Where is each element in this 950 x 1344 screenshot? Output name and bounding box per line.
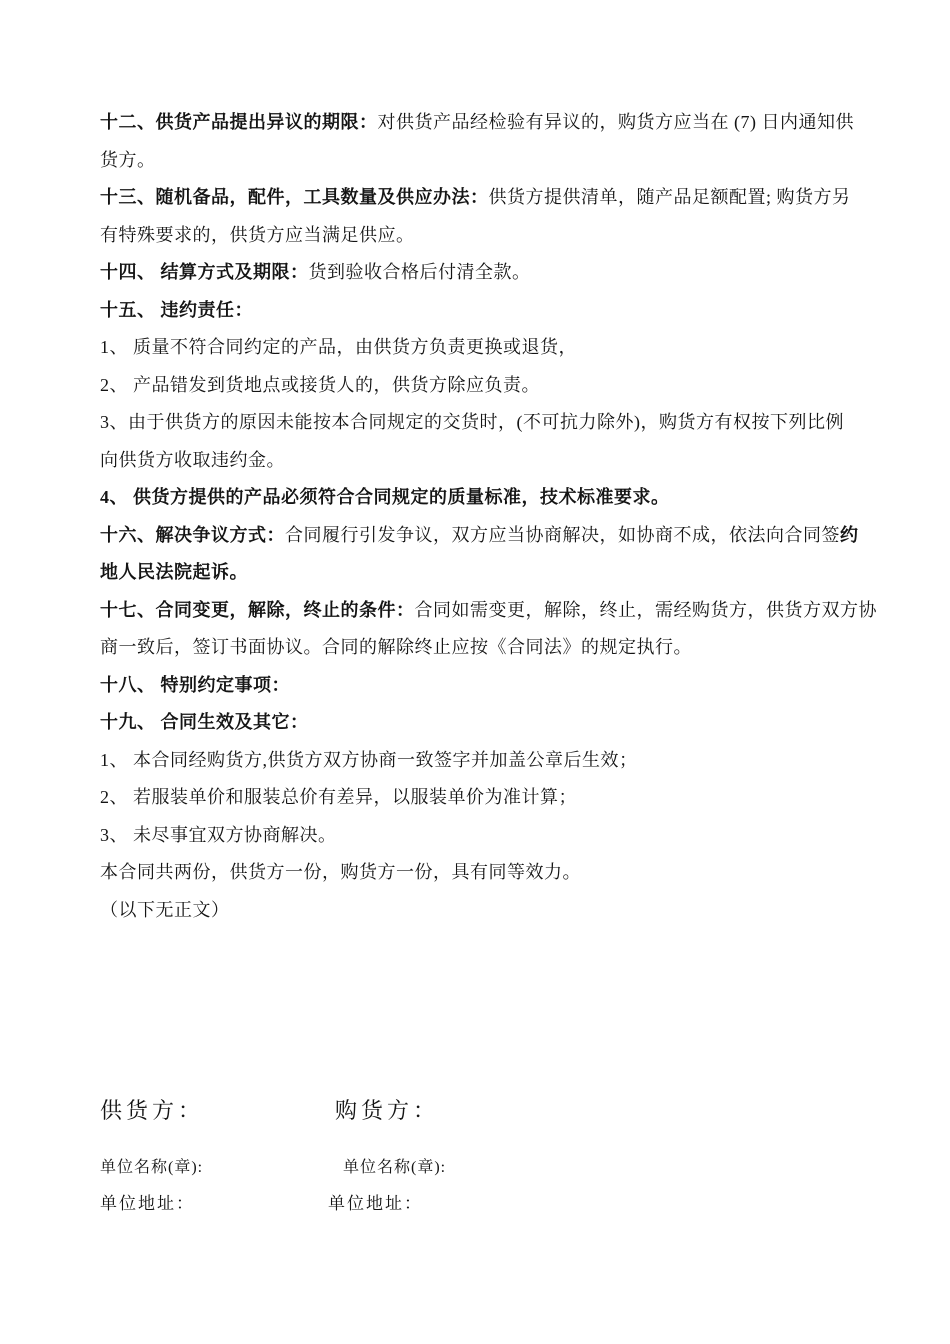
text-line	[100, 517, 900, 555]
text-segment: 合同履行引发争议，双方应当协商解决，如协商不成，依法向合同签	[285, 524, 840, 545]
buyer-unit-address-label: 单位地址：	[328, 1194, 423, 1213]
text-segment: 供货方提供清单，随产品足额配置; 购货方另	[488, 187, 851, 207]
text-segment: 向供货方收取违约金。	[100, 449, 285, 470]
text-line	[100, 404, 900, 442]
text-segment: 商一致后，签订书面协议。合同的解除终止应按《合同法》的规定执行。	[100, 637, 692, 657]
supplier-unit-name-label: 单位名称(章):	[100, 1159, 204, 1176]
text-line	[100, 742, 900, 780]
text-segment: 2、 产品错发到货地点或接货人的，供货方除应负责。	[100, 374, 540, 395]
bold-text-segment: 十九、 合同生效及其它：	[100, 712, 309, 732]
text-line	[100, 329, 900, 367]
text-line	[100, 367, 900, 405]
bold-text-segment: 十八、 特别约定事项：	[100, 674, 290, 695]
text-line	[100, 142, 900, 180]
text-line	[100, 779, 900, 817]
bold-text-segment: 十五、 违约责任：	[100, 299, 253, 320]
bold-text-segment: 4、 供货方提供的产品必须符合合同规定的质量标准，技术标准要求。	[100, 487, 670, 507]
text-line	[100, 217, 900, 255]
text-segment: 货到验收合格后付清全款。	[308, 262, 531, 282]
text-line	[100, 817, 900, 855]
supplier-party-label: 供货方：	[100, 1098, 205, 1123]
text-line	[100, 292, 900, 330]
bold-text-segment: 十四、 结算方式及期限：	[100, 262, 309, 282]
contract-body-text	[100, 104, 900, 929]
supplier-unit-address-label: 单位地址：	[100, 1194, 195, 1213]
text-line	[100, 854, 900, 892]
text-line	[100, 179, 900, 217]
text-line	[100, 104, 900, 142]
text-line	[100, 892, 900, 930]
text-line	[100, 667, 900, 705]
text-segment: 3、由于供货方的原因未能按本合同规定的交货时，(不可抗力除外)，购货方有权按下列比例	[100, 412, 844, 432]
text-segment: 1、 质量不符合同约定的产品，由供货方负责更换或退货，	[100, 337, 577, 357]
text-segment: 2、 若服装单价和服装总价有差异，以服装单价为准计算；	[100, 787, 577, 807]
text-segment: 货方。	[100, 149, 156, 170]
bold-text-segment: 十六、解决争议方式：	[100, 524, 285, 545]
text-segment: 对供货产品经检验有异议的，购货方应当在 (7) 日内通知供	[377, 112, 854, 132]
text-line	[100, 554, 900, 592]
text-segment: 3、 未尽事宜双方协商解决。	[100, 824, 337, 845]
buyer-party-label: 购货方：	[335, 1098, 440, 1123]
bold-text-segment: 十三、随机备品，配件，工具数量及供应办法：	[100, 187, 489, 207]
bold-text-segment: 十七、合同变更，解除，终止的条件：	[100, 599, 415, 620]
bold-text-segment: 约	[840, 524, 859, 545]
text-line	[100, 254, 900, 292]
text-line	[100, 629, 900, 667]
text-segment: 有特殊要求的，供货方应当满足供应。	[100, 224, 415, 245]
text-segment: 合同如需变更，解除，终止，需经购货方，供货方双方协	[414, 599, 877, 620]
bold-text-segment: 十二、供货产品提出异议的期限：	[100, 112, 378, 132]
text-segment: （以下无正文）	[100, 899, 230, 920]
bold-text-segment: 地人民法院起诉。	[100, 562, 248, 582]
text-segment: 本合同共两份，供货方一份，购货方一份，具有同等效力。	[100, 862, 581, 882]
text-segment: 1、 本合同经购货方,供货方双方协商一致签字并加盖公章后生效；	[100, 749, 638, 770]
text-line	[100, 704, 900, 742]
text-line	[100, 592, 900, 630]
text-line	[100, 479, 900, 517]
text-line	[100, 442, 900, 480]
buyer-unit-name-label: 单位名称(章):	[343, 1159, 447, 1176]
